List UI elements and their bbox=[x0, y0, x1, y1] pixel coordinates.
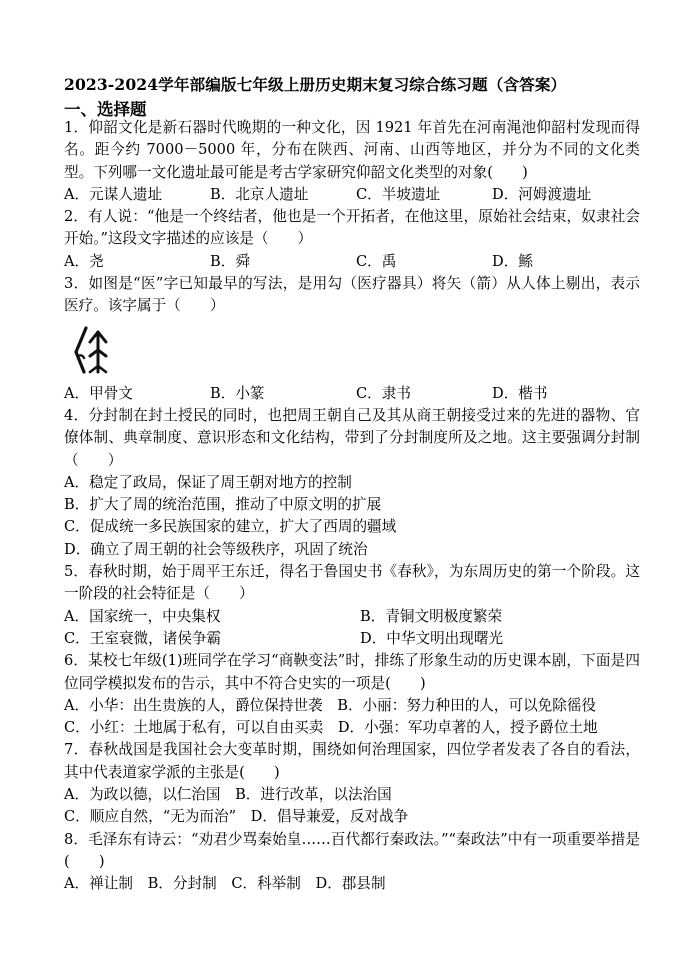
option-b: B．北京人遗址 bbox=[210, 185, 309, 203]
option-d: D．楷书 bbox=[492, 384, 548, 402]
question-3-options bbox=[64, 383, 640, 405]
option-d: D．郡县制 bbox=[315, 875, 386, 893]
ancient-yi-character-icon bbox=[70, 322, 114, 378]
question-8-stem: 8．毛泽东有诗云：“劝君少骂秦始皇……百代都行秦政法。”“秦政法”中有一项重要举措是( ) bbox=[64, 830, 640, 870]
option-c: C．隶书 bbox=[356, 384, 411, 402]
option-b: B．小篆 bbox=[210, 384, 265, 402]
question-list bbox=[64, 117, 640, 896]
option-c: C．科举制 bbox=[231, 875, 301, 893]
option-b: B．扩大了周的统治范围，推动了中原文明的扩展 bbox=[64, 496, 382, 514]
section-heading: 一、选择题 bbox=[64, 100, 147, 119]
option-a: A．稳定了政局，保证了周王朝对地方的控制 bbox=[64, 473, 352, 491]
question-7-options-line-2: C．顺应自然，“无为而治” D．倡导兼爱，反对战争 bbox=[64, 808, 409, 826]
question-8-options bbox=[64, 873, 640, 895]
option-a: A．元谋人遗址 bbox=[64, 185, 163, 203]
question-2-stem: 2．有人说：“他是一个终结者，他也是一个开拓者，在他这里，原始社会结束，奴隶社会开始。”这段文字描述的应该是（ ） bbox=[64, 208, 640, 248]
question-5-options bbox=[64, 606, 640, 651]
option-a: A．尧 bbox=[64, 252, 104, 270]
document-title: 2023-2024学年部编版七年级上册历史期末复习综合练习题（含答案） bbox=[64, 75, 567, 94]
option-a: A．甲骨文 bbox=[64, 384, 133, 402]
option-b: B．分封制 bbox=[147, 875, 217, 893]
question-6-options-line-1: A．小华：出生贵族的人，爵位保持世袭 B．小丽：努力种田的人，可以免除徭役 bbox=[64, 696, 597, 714]
question-2-options bbox=[64, 251, 640, 273]
question-6-stem: 6．某校七年级(1)班同学在学习“商鞅变法”时，排练了形象生动的历史课本剧，下面是四位同学模拟发布的告示，其中不符合史实的一项是( ) bbox=[64, 652, 640, 692]
option-c: C．促成统一多民族国家的建立，扩大了西周的疆域 bbox=[64, 518, 397, 536]
option-a: A．国家统一，中央集权 bbox=[64, 607, 221, 625]
question-5-stem: 5．春秋时期，始于周平王东迁，得名于鲁国史书《春秋》，为东周历史的第一个阶段。这一阶段的社会特征是（ ） bbox=[64, 563, 640, 603]
option-c: C．禹 bbox=[356, 252, 397, 270]
question-6-options-line-2: C．小红：土地属于私有，可以自由买卖 D．小强：军功卓著的人，授予爵位土地 bbox=[64, 719, 598, 737]
option-c: C．王室衰微，诸侯争霸 bbox=[64, 629, 222, 647]
option-d: D．确立了周王朝的社会等级秩序，巩固了统治 bbox=[64, 540, 368, 558]
question-4-stem: 4．分封制在封土授民的同时，也把周王朝自己及其从商王朝接受过来的先进的器物、官僚体制、典章制度、意识形态和文化结构，带到了分封制度所及之地。这主要强调分封制（ ） bbox=[64, 406, 640, 469]
question-7-options-line-1: A．为政以德，以仁治国 B．进行改革，以法治国 bbox=[64, 786, 392, 804]
question-3-figure bbox=[64, 322, 640, 383]
question-3-stem: 3．如图是“医”字已知最早的写法，是用勾（医疗器具）将矢（箭）从人体上剔出，表示医疗。该字属于（ ） bbox=[64, 275, 640, 315]
question-7-stem: 7．春秋战国是我国社会大变革时期，围绕如何治理国家，四位学者发表了各自的看法，其中代表道家学派的主张是( ) bbox=[64, 741, 640, 781]
question-1-stem: 1．仰韶文化是新石器时代晚期的一种文化，因 1921 年首先在河南渑池仰韶村发现而得名。距今约 7000－5000 年，分布在陕西、河南、山西等地区，并分为不同的文化类型。下列哪一文化遗址最可能是考古学家研究仰韶文化类型的对象( ) bbox=[64, 119, 640, 181]
option-b: B．舜 bbox=[210, 252, 250, 270]
question-1-options bbox=[64, 184, 640, 206]
option-d: D．河姆渡遗址 bbox=[492, 185, 592, 203]
option-b: B．青铜文明极度繁荣 bbox=[360, 607, 503, 625]
option-c: C．半坡遗址 bbox=[356, 185, 441, 203]
option-d: D．中华文明出现曙光 bbox=[360, 629, 504, 647]
option-a: A．禅让制 bbox=[64, 875, 133, 893]
option-d: D．鲧 bbox=[492, 252, 533, 270]
